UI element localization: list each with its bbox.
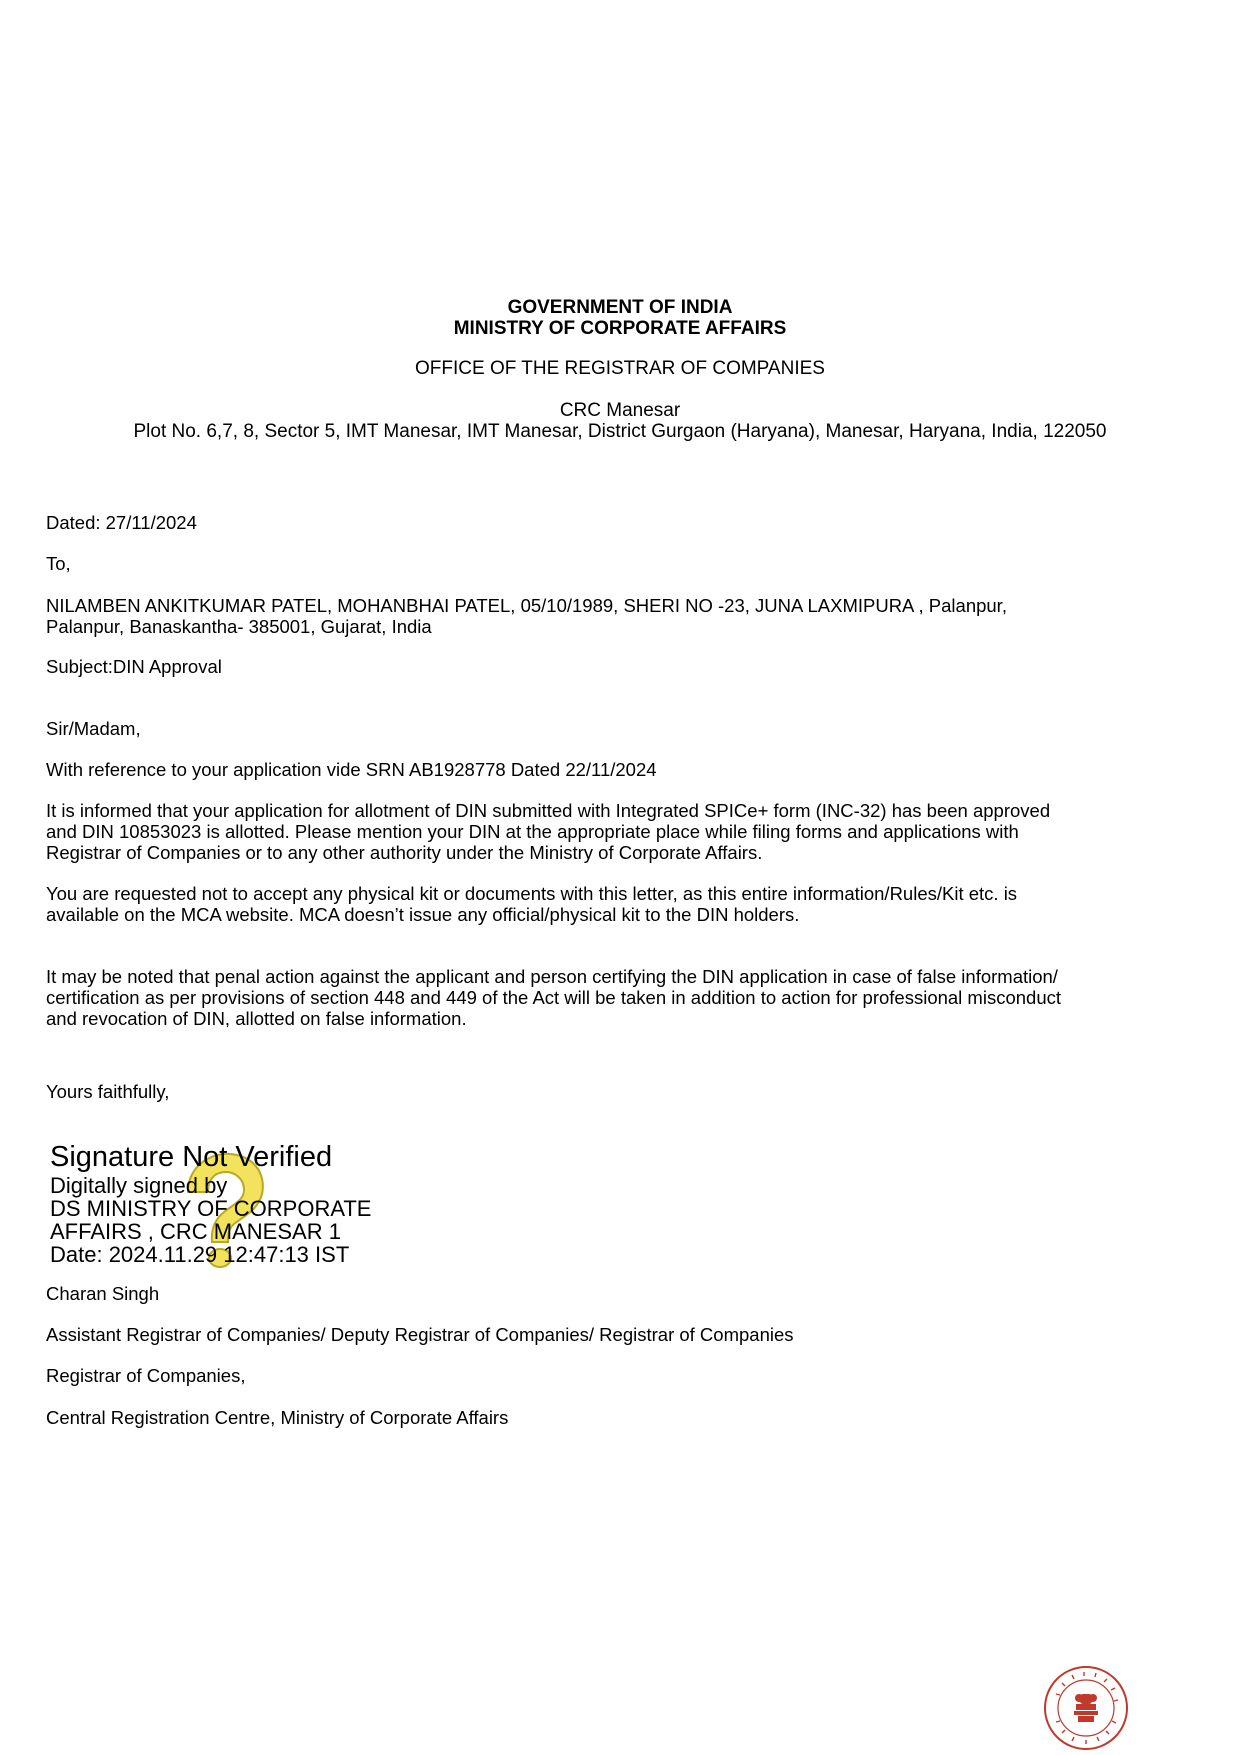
header-centre: CRC Manesar (559, 400, 681, 421)
para1-line-3: Registrar of Companies or to any other authority under the Ministry of Corporate Affairs. (46, 842, 763, 863)
signatory-designation: Assistant Registrar of Companies/ Deputy Registrar of Companies/ Registrar of Companies (46, 1324, 794, 1345)
addressee-line-2: Palanpur, Banaskantha- 385001, Gujarat, India (46, 616, 432, 637)
para3-line-2: certification as per provisions of section 448 and 449 of the Act will be taken in addition to action for professional misconduct (46, 987, 1061, 1008)
digital-signature-block (50, 1140, 470, 1266)
header-ministry: MINISTRY OF CORPORATE AFFAIRS (453, 318, 787, 339)
para3-line-3: and revocation of DIN, allotted on false information. (46, 1008, 467, 1029)
letter-date: Dated: 27/11/2024 (46, 512, 197, 533)
header-office: OFFICE OF THE REGISTRAR OF COMPANIES (415, 358, 825, 379)
signature-line-1: Digitally signed by (50, 1173, 228, 1198)
addressee-line-1: NILAMBEN ANKITKUMAR PATEL, MOHANBHAI PATEL, 05/10/1989, SHERI NO -23, JUNA LAXMIPURA , Palanpur, (46, 595, 1007, 616)
signatory-centre: Central Registration Centre, Ministry of Corporate Affairs (46, 1407, 509, 1428)
letter-to: To, (46, 553, 71, 574)
para2-line-2: available on the MCA website. MCA doesn’t issue any official/physical kit to the DIN holders. (46, 904, 800, 925)
signatory-office: Registrar of Companies, (46, 1365, 246, 1386)
signature-line-2: DS MINISTRY OF CORPORATE (50, 1196, 372, 1221)
letter-subject: Subject:DIN Approval (46, 656, 222, 677)
letter-salutation: Sir/Madam, (46, 718, 141, 739)
letter-reference: With reference to your application vide SRN AB1928778 Dated 22/11/2024 (46, 759, 657, 780)
signature-status: Signature Not Verified (50, 1141, 333, 1173)
letter-closing: Yours faithfully, (46, 1081, 170, 1102)
para1-line-1: It is informed that your application for allotment of DIN submitted with Integrated SPICe+ form (INC-32) has been approved (46, 800, 1051, 821)
header-address: Plot No. 6,7, 8, Sector 5, IMT Manesar, IMT Manesar, District Gurgaon (Haryana), Manesar, Haryana, India, 122050 (133, 421, 1107, 442)
header-government: GOVERNMENT OF INDIA (507, 297, 733, 318)
ministry-seal-emblem (1042, 1664, 1130, 1752)
signatory-name: Charan Singh (46, 1283, 160, 1304)
para3-line-1: It may be noted that penal action against the applicant and person certifying the DIN application in case of false information/ (46, 966, 1058, 987)
para1-line-2: and DIN 10853023 is allotted. Please mention your DIN at the appropriate place while filing forms and applications with (46, 821, 1019, 842)
para2-line-1: You are requested not to accept any physical kit or documents with this letter, as this entire information/Rules/Kit etc. is (46, 883, 1018, 904)
signature-line-4: Date: 2024.11.29 12:47:13 IST (50, 1242, 350, 1267)
signature-line-3: AFFAIRS , CRC MANESAR 1 (50, 1219, 341, 1244)
